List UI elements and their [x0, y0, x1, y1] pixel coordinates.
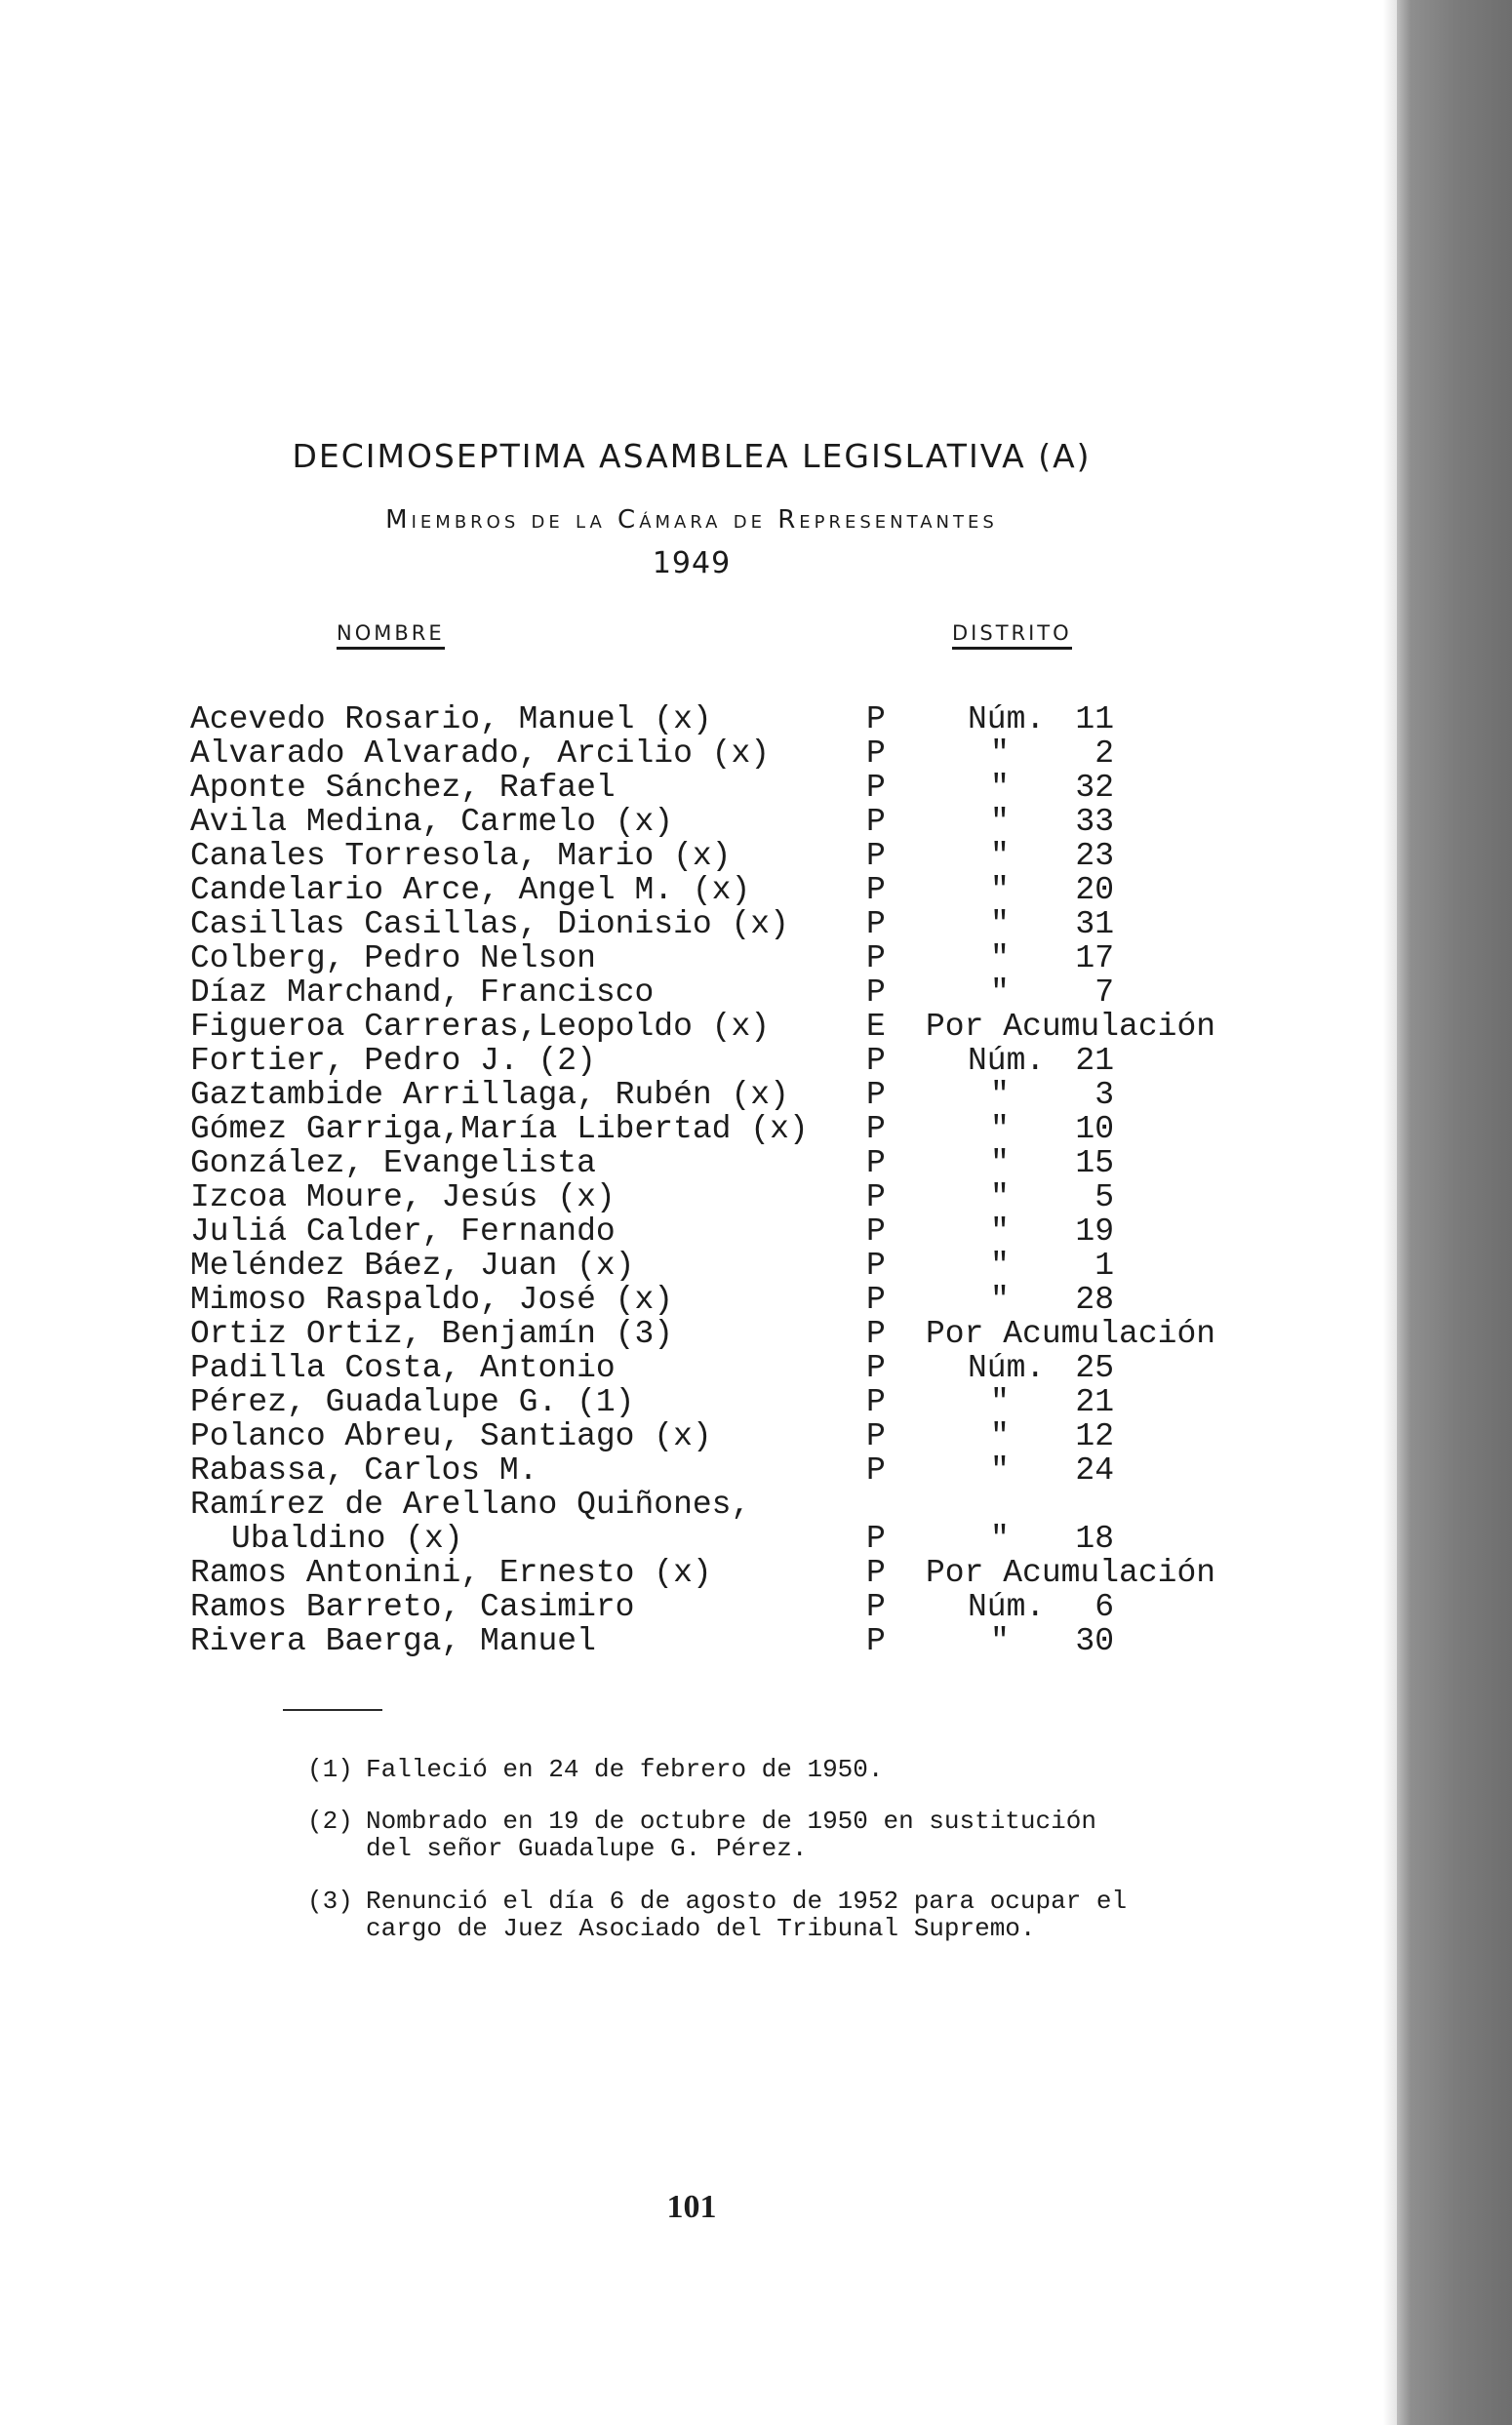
district-number: 3	[1094, 1077, 1114, 1113]
member-party: P	[866, 838, 886, 874]
footnote-mark: (2)	[307, 1807, 353, 1836]
member-row	[0, 907, 1383, 941]
member-row	[0, 1078, 1383, 1112]
district-number: 10	[1075, 1111, 1114, 1147]
ditto-mark: "	[990, 1452, 1010, 1489]
ditto-mark: "	[990, 804, 1010, 840]
member-name: Colberg, Pedro Nelson	[190, 940, 596, 976]
member-row	[0, 941, 1383, 975]
district-number: 7	[1094, 974, 1114, 1011]
member-party: P	[866, 1418, 886, 1454]
member-name: Aponte Sánchez, Rafael	[190, 770, 616, 806]
member-party: P	[866, 1316, 886, 1352]
member-name: Rabassa, Carlos M.	[190, 1452, 538, 1489]
footnote-text: cargo de Juez Asociado del Tribunal Supremo.	[366, 1914, 1036, 1943]
district-number: 31	[1075, 906, 1114, 942]
member-name: Gaztambide Arrillaga, Rubén (x)	[190, 1077, 789, 1113]
ditto-mark: "	[990, 1282, 1010, 1318]
member-row	[0, 1180, 1383, 1214]
member-party: P	[866, 804, 886, 840]
member-party: P	[866, 1145, 886, 1181]
ditto-mark: "	[990, 1384, 1010, 1420]
member-party: P	[866, 1213, 886, 1250]
ditto-mark: "	[990, 1623, 1010, 1659]
ditto-mark: "	[990, 1111, 1010, 1147]
member-row	[0, 1419, 1383, 1453]
member-name: Avila Medina, Carmelo (x)	[190, 804, 674, 840]
ditto-mark: "	[990, 906, 1010, 942]
member-name: González, Evangelista	[190, 1145, 596, 1181]
member-row	[0, 1590, 1383, 1624]
member-party: P	[866, 701, 886, 737]
member-party: P	[866, 974, 886, 1011]
district-number: 32	[1075, 770, 1114, 806]
member-name: Ramírez de Arellano Quiñones,	[190, 1487, 751, 1523]
member-party: P	[866, 1248, 886, 1284]
district-at-large: Por Acumulación	[926, 1316, 1216, 1352]
district-prefix: Núm.	[968, 1589, 1046, 1625]
member-name: Ramos Barreto, Casimiro	[190, 1589, 635, 1625]
member-row	[0, 702, 1383, 736]
district-number: 17	[1075, 940, 1114, 976]
ditto-mark: "	[990, 1248, 1010, 1284]
district-at-large: Por Acumulación	[926, 1555, 1216, 1591]
member-name: Ramos Antonini, Ernesto (x)	[190, 1555, 712, 1591]
member-party: E	[866, 1009, 886, 1045]
member-row	[0, 1556, 1383, 1590]
member-row	[0, 1624, 1383, 1658]
member-name: Padilla Costa, Antonio	[190, 1350, 616, 1386]
member-name: Mimoso Raspaldo, José (x)	[190, 1282, 674, 1318]
district-number: 33	[1075, 804, 1114, 840]
member-name: Fortier, Pedro J. (2)	[190, 1043, 596, 1079]
member-party: P	[866, 1623, 886, 1659]
district-number: 1	[1094, 1248, 1114, 1284]
member-row	[0, 1283, 1383, 1317]
member-name: Pérez, Guadalupe G. (1)	[190, 1384, 635, 1420]
member-row	[0, 1317, 1383, 1351]
member-name: Canales Torresola, Mario (x)	[190, 838, 732, 874]
footnote-mark: (1)	[307, 1755, 353, 1784]
district-number: 18	[1075, 1521, 1114, 1557]
column-header-district: DISTRITO	[952, 621, 1072, 650]
member-row	[0, 1249, 1383, 1283]
member-party: P	[866, 1350, 886, 1386]
member-name: Juliá Calder, Fernando	[190, 1213, 616, 1250]
document-year: 1949	[652, 546, 732, 580]
member-name: Díaz Marchand, Francisco	[190, 974, 655, 1011]
ditto-mark: "	[990, 940, 1010, 976]
member-row	[0, 873, 1383, 907]
member-party: P	[866, 1043, 886, 1079]
member-party: P	[866, 1179, 886, 1215]
district-number: 28	[1075, 1282, 1114, 1318]
district-number: 15	[1075, 1145, 1114, 1181]
member-row	[0, 839, 1383, 873]
member-party: P	[866, 770, 886, 806]
member-party: P	[866, 1452, 886, 1489]
ditto-mark: "	[990, 1521, 1010, 1557]
member-name: Acevedo Rosario, Manuel (x)	[190, 701, 712, 737]
district-number: 12	[1075, 1418, 1114, 1454]
ditto-mark: "	[990, 838, 1010, 874]
ditto-mark: "	[990, 770, 1010, 806]
district-number: 5	[1094, 1179, 1114, 1215]
member-row	[0, 736, 1383, 771]
member-name: Polanco Abreu, Santiago (x)	[190, 1418, 712, 1454]
member-party: P	[866, 1384, 886, 1420]
member-row	[0, 1488, 1383, 1522]
district-number: 24	[1075, 1452, 1114, 1489]
member-name: Candelario Arce, Angel M. (x)	[190, 872, 751, 908]
members-list	[0, 702, 1383, 1658]
district-number: 23	[1075, 838, 1114, 874]
member-name: Casillas Casillas, Dionisio (x)	[190, 906, 789, 942]
footnote-text: Falleció en 24 de febrero de 1950.	[366, 1755, 884, 1784]
member-name: Gómez Garriga,María Libertad (x)	[190, 1111, 809, 1147]
member-row	[0, 1146, 1383, 1180]
footnote-mark: (3)	[307, 1887, 353, 1916]
page-number: 101	[666, 2189, 717, 2225]
ditto-mark: "	[990, 1418, 1010, 1454]
document-subtitle: Miembros de la Cámara de Representantes	[385, 505, 998, 535]
member-party: P	[866, 1521, 886, 1557]
district-at-large: Por Acumulación	[926, 1009, 1216, 1045]
member-party: P	[866, 1111, 886, 1147]
district-prefix: Núm.	[968, 701, 1046, 737]
member-name: Ubaldino (x)	[231, 1521, 463, 1557]
district-prefix: Núm.	[968, 1350, 1046, 1386]
member-row	[0, 975, 1383, 1010]
district-number: 2	[1094, 735, 1114, 772]
footnote-text: Renunció el día 6 de agosto de 1952 para ocupar el	[366, 1887, 1128, 1916]
member-party: P	[866, 1077, 886, 1113]
member-party: P	[866, 906, 886, 942]
member-row	[0, 1010, 1383, 1044]
ditto-mark: "	[990, 1145, 1010, 1181]
member-row	[0, 1044, 1383, 1078]
member-row	[0, 1112, 1383, 1146]
member-row	[0, 805, 1383, 839]
member-party: P	[866, 872, 886, 908]
ditto-mark: "	[990, 974, 1010, 1011]
ditto-mark: "	[990, 1077, 1010, 1113]
ditto-mark: "	[990, 735, 1010, 772]
district-number: 25	[1075, 1350, 1114, 1386]
column-header-name: NOMBRE	[337, 621, 445, 650]
member-row	[0, 1453, 1383, 1488]
scan-border	[1397, 0, 1512, 2425]
member-party: P	[866, 735, 886, 772]
member-name: Ortiz Ortiz, Benjamín (3)	[190, 1316, 674, 1352]
district-number: 30	[1075, 1623, 1114, 1659]
district-number: 20	[1075, 872, 1114, 908]
district-number: 11	[1075, 701, 1114, 737]
ditto-mark: "	[990, 1179, 1010, 1215]
footnote-divider	[283, 1709, 382, 1711]
member-name: Rivera Baerga, Manuel	[190, 1623, 596, 1659]
footnote-text: Nombrado en 19 de octubre de 1950 en sustitución	[366, 1807, 1096, 1836]
document-title: DECIMOSEPTIMA ASAMBLEA LEGISLATIVA (A)	[292, 437, 1092, 475]
district-number: 6	[1094, 1589, 1114, 1625]
member-name: Alvarado Alvarado, Arcilio (x)	[190, 735, 771, 772]
member-name: Figueroa Carreras,Leopoldo (x)	[190, 1009, 771, 1045]
district-number: 21	[1075, 1384, 1114, 1420]
district-number: 21	[1075, 1043, 1114, 1079]
member-party: P	[866, 940, 886, 976]
member-party: P	[866, 1589, 886, 1625]
member-name: Izcoa Moure, Jesús (x)	[190, 1179, 616, 1215]
district-prefix: Núm.	[968, 1043, 1046, 1079]
member-party: P	[866, 1555, 886, 1591]
member-party: P	[866, 1282, 886, 1318]
ditto-mark: "	[990, 872, 1010, 908]
member-row	[0, 1385, 1383, 1419]
footnote-text: del señor Guadalupe G. Pérez.	[366, 1834, 808, 1863]
ditto-mark: "	[990, 1213, 1010, 1250]
member-row	[0, 1214, 1383, 1249]
member-row	[0, 771, 1383, 805]
member-name: Meléndez Báez, Juan (x)	[190, 1248, 635, 1284]
district-number: 19	[1075, 1213, 1114, 1250]
member-row	[0, 1351, 1383, 1385]
member-row	[0, 1522, 1383, 1556]
